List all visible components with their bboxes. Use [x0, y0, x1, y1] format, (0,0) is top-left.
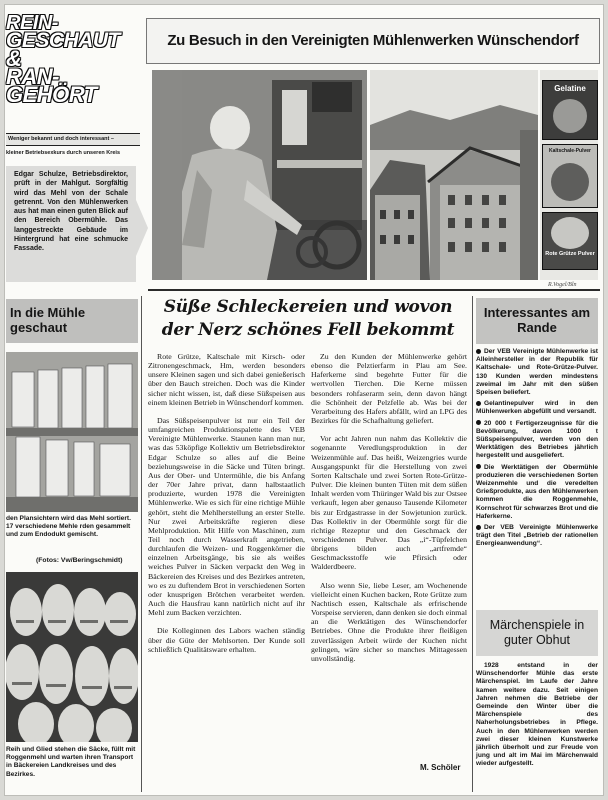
logo-line: REIN- — [6, 12, 58, 34]
article-paragraph: Rote Grütze, Kaltschale mit Kirsch- oder Zitronengeschmack, Hm, werden besonders unsere Kleinen sagen und sich dabei genießerisch über den Bauch streichen. Doch was die Kinder sicher nicht wissen, ist, daß diese Süßspeisen aus einem kleinen Betrieb in Wünschendorf kommen. — [148, 352, 305, 407]
article-paragraph: Vor acht Jahren nun nahm das Kollektiv die sogenannte Veredlungsproduktion in der Weizenmühle auf. Das heißt, Weizengries wurde Ausgangspunkt für die Herstellung von zwei Sorten Kaltschale und zwei Sorten Rote-Grütze-Pulver. Die kleinen bunten Tüten mit dem süßen Inhalt werden vom Thüringer Wald bis zur Ostsee verkauft, legen aber genauso Tausende Kilometer bis zur Erdgastrasse in der Sowjetunion zurück. Das Kollektiv in der Obermühle sorgt für die richtige Rezeptur und den Geschmack der verschiedenen Pulver. Das „i“-Tüpfelchen übrigens bilden auch „artfremde“ Geschmacksstoffe wie Pfirsich oder Walderdbeere. — [311, 434, 467, 572]
bullet-text: Der VEB Vereinigte Mühlenwerke ist Alleinhersteller in der Republik für Kaltschale- und Rote-Grütze-Pulver. 130 Kunden werden mindestens zweimal im Jahr mit den süßen Speisen beliefert. — [476, 348, 598, 397]
package-label: Rote Grütze Pulver — [545, 251, 595, 257]
sidebar2-title: Märchenspiele in guter Obhut — [489, 618, 585, 647]
photo-credit: (Fotos: Vw/Beringschmidt) — [36, 557, 123, 564]
intro-caption: Edgar Schulze, Betriebsdirektor, prüft in der Mahlgut. Sorgfältig wird das Mehl von der Schale getrennt. Von den Mühlenwerken aus hat man einen guten Blick auf den Bereich Obermühle. Das langgestreckte Gebäude im Hintergrund hat eine schmucke Fassade. — [14, 171, 128, 253]
banner-headline-box — [146, 18, 600, 64]
article-paragraph: Das Süßspeisenpulver ist nur ein Teil der umfangreichen Produktionspalette des VEB Vereinigte Mühlenwerke. Staunen kann man nur, was das 53köpfige Kollektiv um Betriebsdirektor Edgar Schulze so alles auf die Beine beziehungsweise in die Säcke und Tüten bringt. Aus der Ober- und Untermühle, die bis Anfang der 70er Jahre privat, dann halbstaatlich produzierte, wurden 1978 die Vereinigten Mühlenwerke. Wie es sich für eine richtige Mühle gehört, steht die Mehlherstellung an erster Stelle. Nur zwei Arbeitskräfte regieren diese Mehlproduktion. Mit Hilfe von Maschinen, zum Teil noch durch Wasserkraft angetrieben, durchlaufen die Weizen- und Roggenkörner die einzelnen Arbeitsgänge, bis sie als weißes weiches Pulver in Säcken verpackt den Weg in Bäckereien des Kreises und des Bezirkes antreten, wo es zu duftendem Brot in verschiedenen Sorten oder knusprigen Brötchen verarbeitet werden. Auch die Hausfrau kann natürlich nicht auf ihr Mehl zum Backen verzichten. — [148, 415, 305, 618]
bullet-text: Gelantinepulver wird in den Mühlenwerken abgefüllt und versandt. — [476, 400, 598, 416]
caption-arrow — [136, 200, 148, 256]
logo-line: RAN- — [6, 64, 59, 89]
photo-director-at-machine — [152, 70, 367, 280]
column-divider — [472, 296, 473, 792]
package-illustration — [551, 217, 589, 249]
photo-town-view — [370, 70, 538, 280]
sidebar-bullet — [476, 400, 598, 416]
photo-product-packages — [540, 70, 598, 280]
bullet-text: Die Werktätigen der Obermühle produzieren die verschiedenen Sorten Weizenmehle und die veredelten Grießprodukte, aus den Mühlenwerken kommen die Roggenmehle, Kornschrot für schwarzes Brot und die Haferkerne. — [476, 463, 599, 520]
tagline: Weniger bekannt und doch interessant – — [8, 136, 114, 142]
logo-line: GEHÖRT — [6, 82, 97, 107]
sidebar-bullet — [476, 464, 598, 521]
package-illustration — [553, 99, 587, 133]
left-box — [6, 299, 138, 343]
sidebar-title: Interessantes am Rande — [483, 305, 591, 335]
logo-line: & — [6, 46, 22, 71]
photo-signature: R.Vogel/Bln — [548, 282, 577, 288]
photo-caption-plansifter: den Plansichtern wird das Mehl sortiert. 17 verschiedene Mehle rden gesammelt und zum Endodukt gemischt. — [6, 515, 131, 539]
intro-caption-box — [6, 166, 136, 282]
article-column-1 — [148, 352, 305, 654]
bullet-icon — [476, 420, 481, 425]
photo-plansifter — [6, 352, 138, 512]
sidebar-bullet — [476, 524, 598, 549]
package-rote-gruetze — [542, 212, 598, 270]
package-gelatine — [542, 80, 598, 140]
left-box-title: In die Mühle geschaut — [10, 305, 86, 335]
bullet-text: 20 000 t Fertigerzeugnisse für die Bevölkerung, davon 1000 t Süßspeisenpulver, werden von den Werktätigen des Betriebes jährlich hergestellt und ausgeliefert. — [476, 419, 598, 460]
main-title — [146, 296, 470, 342]
tagline-bar — [6, 133, 140, 146]
sidebar-bullets — [476, 348, 598, 552]
article-paragraph: Also wenn Sie, liebe Leser, am Wochenende vielleicht einen Kuchen backen, Rote Grütze zum Nachtisch essen, Kaltschale als erfrischende Vorspeise servieren, dann denken sie doch einmal an die Werktätigen des Wünschendorfer Betriebes. Ohne die Produkte ihrer fleißigen zuverlässigen Arbeit würde der Kuchen nicht gelingen, wäre sicher so manches Mittagessen unvollständig. — [311, 580, 467, 663]
bullet-icon — [476, 525, 481, 530]
sidebar2-title-box — [476, 610, 598, 656]
bullet-icon — [476, 401, 481, 406]
photo-rule — [148, 289, 600, 291]
package-kaltschale — [542, 144, 598, 208]
bullet-icon — [476, 464, 481, 469]
tagline-sub: kleiner Betriebsexkurs durch unseren Kreis — [6, 150, 121, 156]
package-label: Kaltschale-Pulver — [549, 148, 591, 154]
article-paragraph: Die Kolleginnen des Labors wachen ständig über die Güte der Mehlsorten. Der Kunde soll schließlich Qualitätsware erhalten. — [148, 626, 305, 654]
package-illustration — [551, 163, 589, 201]
column-divider — [141, 296, 142, 792]
article-signature: M. Schöler — [420, 763, 461, 772]
sidebar-bullet — [476, 348, 598, 397]
sidebar-title-box — [476, 298, 598, 344]
banner-headline: Zu Besuch in den Vereinigten Mühlenwerken Wünschendorf — [167, 32, 579, 49]
sidebar2-text: 1928 entstand in der Wünschendorfer Mühle das erste Märchenspiel. Im Laufe der Jahre kamen weitere dazu. Seit einigen Jahren nehmen die Betriebe der Gemeinde den Winter über die Märchenspiele des Naherholungsbetriebes in Pflege. Auch in den Mühlenwerken werden zwei dieser kleinen Kunstwerke jährlich überholt und zur Freude von jung und alt im Mai im Märchenwald wieder aufgestellt. — [476, 662, 598, 768]
bullet-icon — [476, 349, 481, 354]
logo-line: GESCHAUT — [6, 29, 120, 52]
sidebar-bullet — [476, 420, 598, 461]
bullet-text: Der VEB Vereinigte Mühlenwerke trägt den Titel „Betrieb der rationellen Energieanwendung“. — [476, 524, 598, 548]
photo-flour-sacks — [6, 572, 138, 742]
column-logo — [6, 14, 140, 134]
main-title-line: der Nerz schönes Fell bekommt — [161, 320, 455, 340]
photo-caption-sacks: Reih und Glied stehen die Säcke, füllt mit Roggenmehl und warten ihren Transport in Bäckereien Landkreises und des Bezirkes. — [6, 746, 136, 778]
article-column-2 — [311, 352, 467, 663]
article-paragraph: Zu den Kunden der Mühlenwerke gehört ebenso die Pelztierfarm in Plau am See. Haferkerne sind begehrte Futter für die wertvollen Tierchen. Die Kerne müssen besonders rohfaserarm sein, denn davon hängt die Schönheit der Pelzfelle ab. Was bei der Verarbeitung des Hafers abfällt, wird an LPG des Bezirkes für die Schafhaltung geliefert. — [311, 352, 467, 426]
main-title-line: Süße Schleckereien und wovon — [163, 297, 453, 317]
package-label: Gelatine — [554, 84, 586, 93]
